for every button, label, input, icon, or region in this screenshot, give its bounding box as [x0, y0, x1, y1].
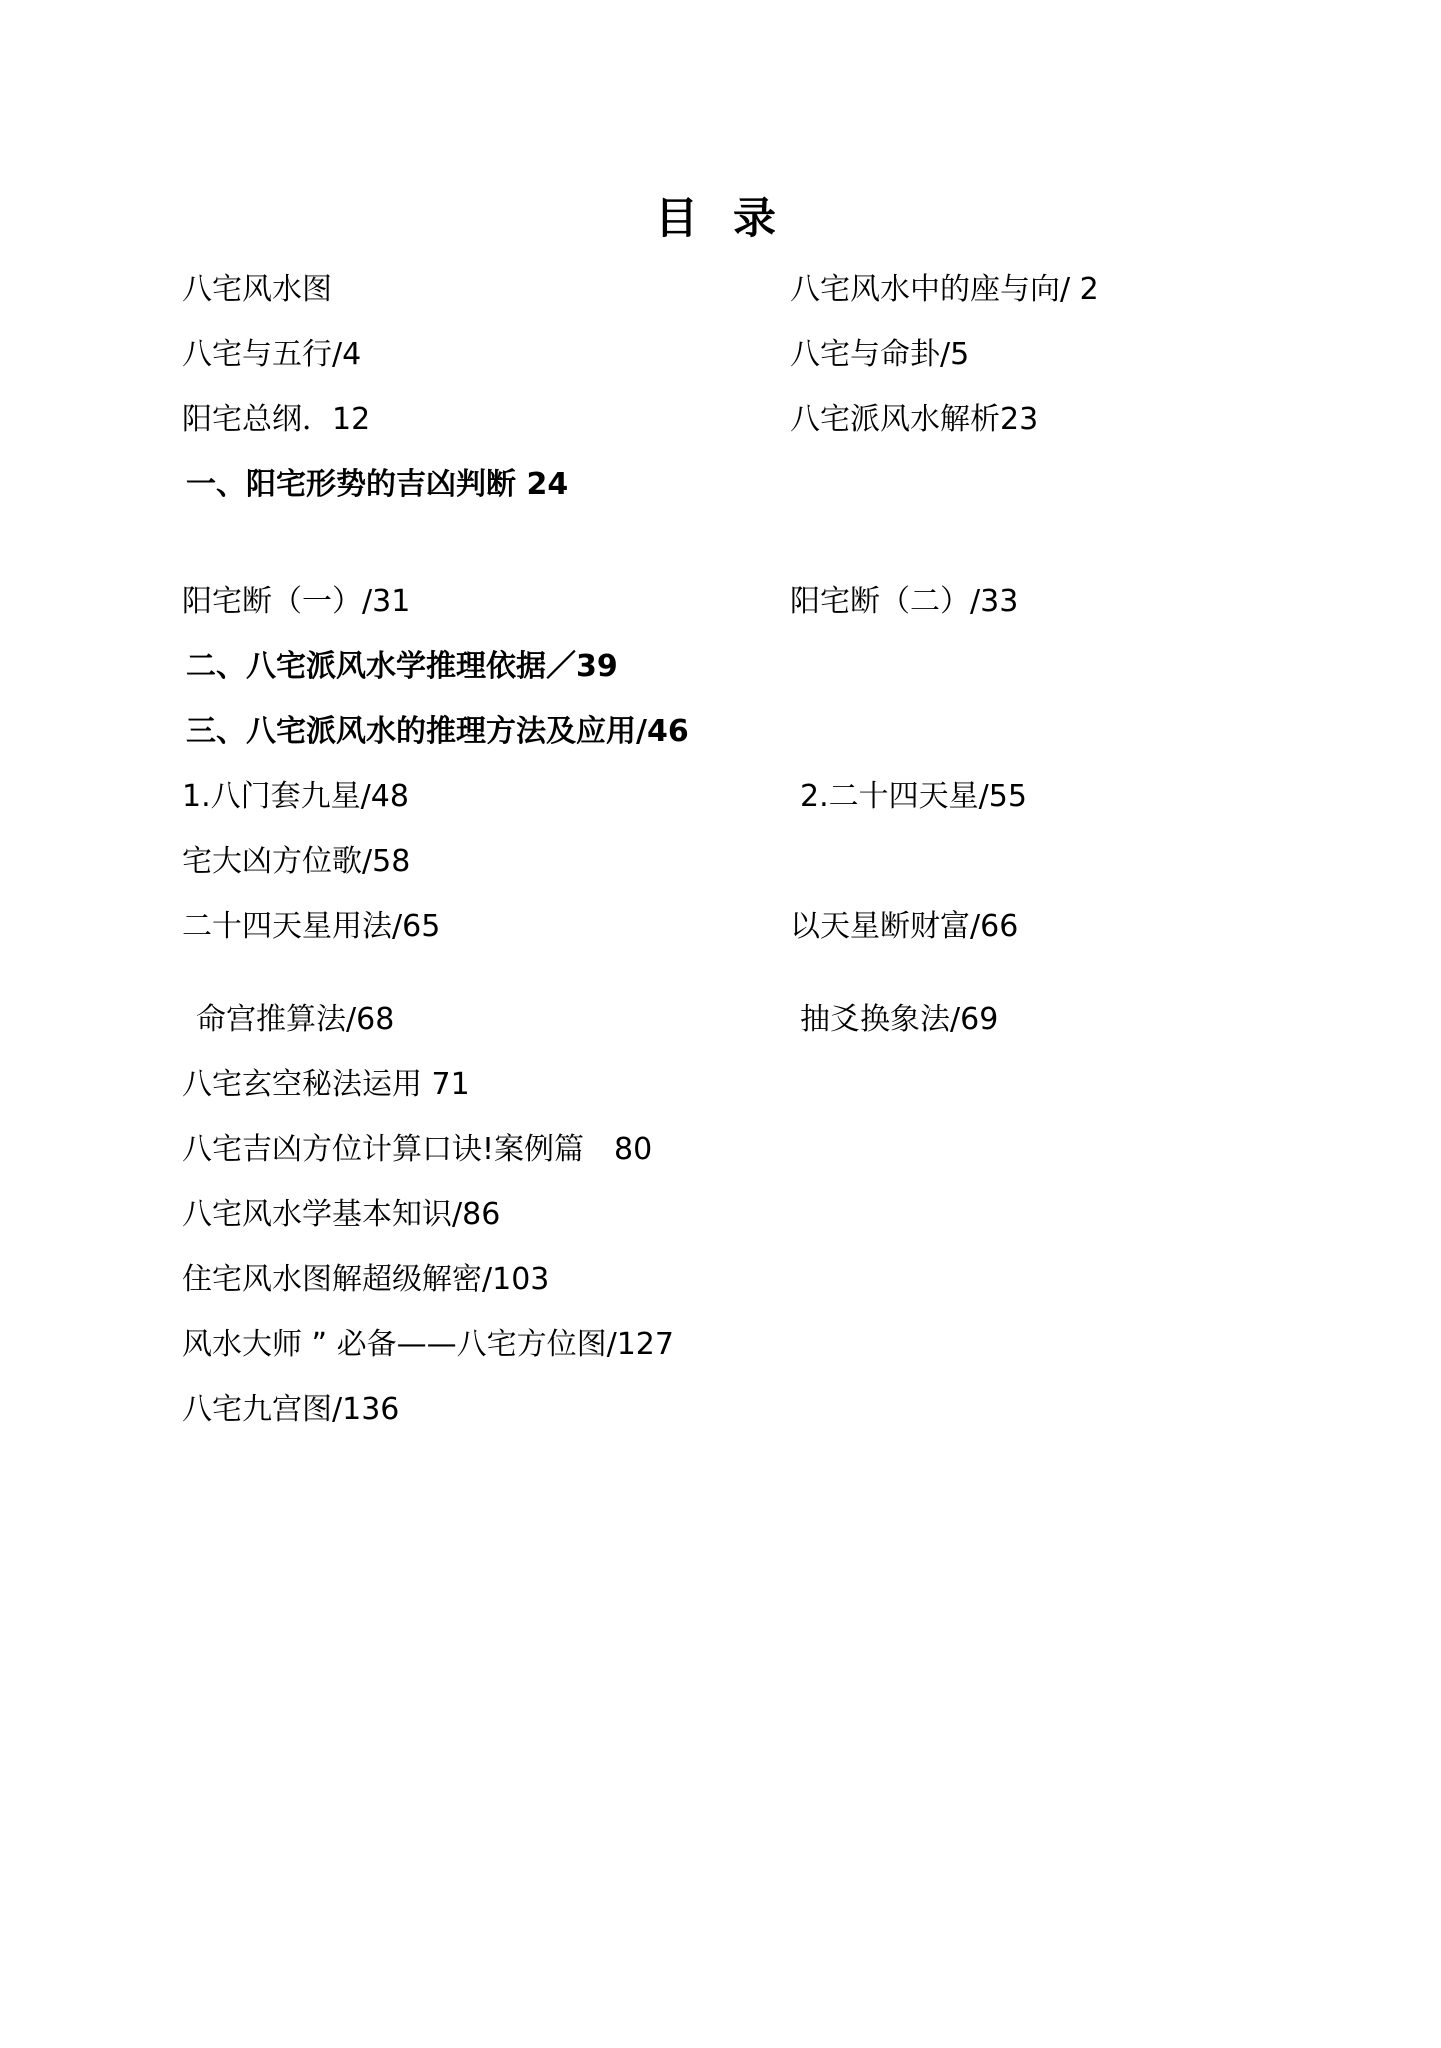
- toc-row: [0, 842, 1441, 907]
- toc-entry-right[interactable]: 抽爻换象法/69: [800, 1002, 999, 1037]
- toc-row: [0, 907, 1441, 972]
- toc-entry-left[interactable]: 1.八门套九星/48: [182, 779, 409, 814]
- toc-row: [0, 1065, 1441, 1130]
- toc-row: [0, 400, 1441, 465]
- toc-entry-left[interactable]: 阳宅断（一）/31: [182, 584, 411, 619]
- toc-entry-left[interactable]: 一、阳宅形势的吉凶判断 24: [186, 467, 569, 502]
- toc-entry-left[interactable]: 三、八宅派风水的推理方法及应用/46: [186, 714, 689, 749]
- toc-row: [0, 712, 1441, 777]
- toc-spacer: [0, 972, 1441, 1000]
- toc-entry-right[interactable]: 八宅派风水解析23: [790, 402, 1039, 437]
- toc-row: [0, 270, 1441, 335]
- toc-row: [0, 582, 1441, 647]
- toc-entry-left[interactable]: 八宅九宫图/136: [182, 1392, 400, 1427]
- toc-row: [0, 777, 1441, 842]
- toc-entry-left[interactable]: 命宫推算法/68: [196, 1002, 395, 1037]
- toc-row: [0, 1130, 1441, 1195]
- toc-entry-left[interactable]: 八宅风水学基本知识/86: [182, 1197, 501, 1232]
- toc-row: [0, 1260, 1441, 1325]
- toc-entry-left[interactable]: 八宅与五行/4: [182, 337, 362, 372]
- toc-row: [0, 647, 1441, 712]
- toc-entry-left[interactable]: 二十四天星用法/65: [182, 909, 441, 944]
- toc-entry-left[interactable]: 住宅风水图解超级解密/103: [182, 1262, 550, 1297]
- toc-row: [0, 1390, 1441, 1455]
- toc-row: [0, 335, 1441, 400]
- toc-entry-left[interactable]: 风水大师 ” 必备——八宅方位图/127: [182, 1327, 674, 1362]
- toc-spacer: [0, 530, 1441, 582]
- toc-entry-right[interactable]: 2.二十四天星/55: [800, 779, 1027, 814]
- toc-entry-left[interactable]: 八宅玄空秘法运用 71: [182, 1067, 470, 1102]
- toc-entry-right[interactable]: 阳宅断（二）/33: [790, 584, 1019, 619]
- toc-row: [0, 1325, 1441, 1390]
- table-of-contents: [0, 270, 1441, 1455]
- toc-entry-left[interactable]: 阳宅总纲．12: [182, 402, 371, 437]
- toc-entry-left[interactable]: 八宅风水图: [182, 272, 332, 307]
- toc-row: [0, 1195, 1441, 1260]
- toc-entry-right[interactable]: 八宅与命卦/5: [790, 337, 970, 372]
- toc-entry-right[interactable]: 八宅风水中的座与向/ 2: [790, 272, 1099, 307]
- toc-entry-left[interactable]: 宅大凶方位歌/58: [182, 844, 411, 879]
- toc-entry-left[interactable]: 八宅吉凶方位计算口诀!案例篇 80: [182, 1132, 653, 1167]
- page-title: 目 录: [655, 194, 786, 244]
- toc-row: [0, 465, 1441, 530]
- toc-entry-right[interactable]: 以天星断财富/66: [790, 909, 1019, 944]
- toc-row: [0, 1000, 1441, 1065]
- toc-entry-left[interactable]: 二、八宅派风水学推理依据／39: [186, 649, 618, 684]
